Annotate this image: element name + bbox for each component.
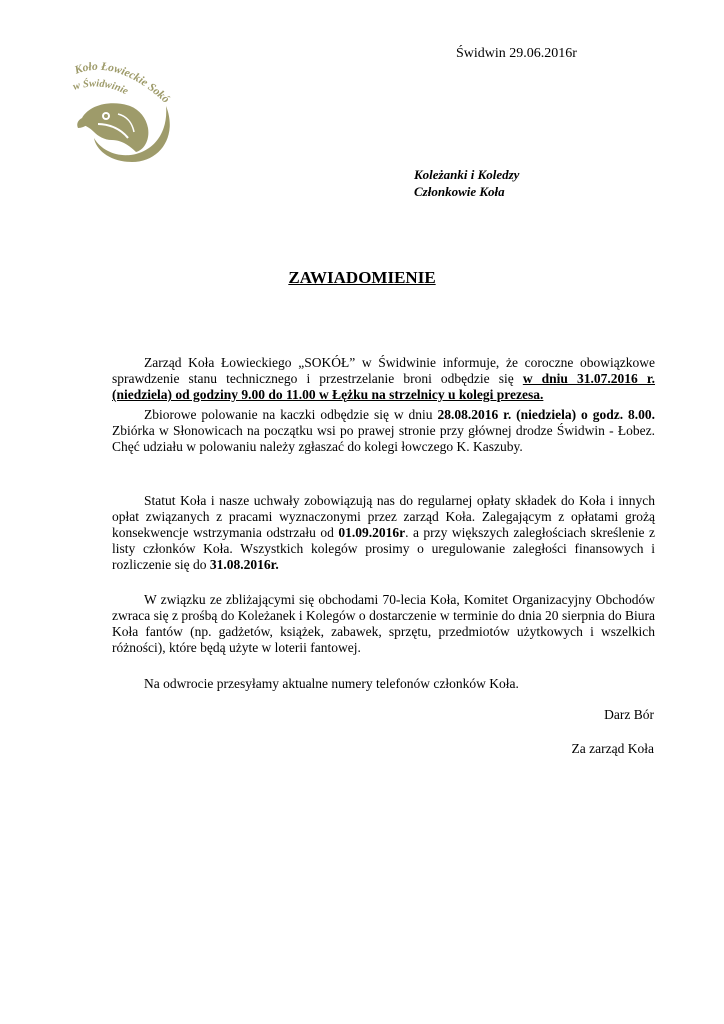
p2-bold: 28.08.2016 r. (niedziela) o godz. 8.00. (437, 407, 655, 422)
p3-bold-2: 31.08.2016r. (209, 557, 279, 572)
p5-text: Na odwrocie przesyłamy aktualne numery telefonów członków Koła. (144, 676, 519, 691)
p3-bold-1: 01.09.2016r (338, 525, 406, 540)
paragraph-fees (112, 493, 655, 573)
p4-text: W związku ze zbliżającymi się obchodami 70-lecia Koła, Komitet Organizacyjny Obchodów zwraca się z prośbą do Koleżanek i Kolegów o dostarczenie w terminie do dnia 20 sierpnia do Biura Koła fantów (np. gadżetów, książek, zabawek, sprzętu, przedmiotów użytkowych i wszelkich różności), które będą użyte w loterii fantowej. (112, 592, 655, 655)
falcon-logo-icon (68, 54, 180, 170)
svg-text:w Świdwinie (72, 78, 130, 98)
logo-text-1: Koło Łowieckie Sokó (73, 60, 172, 106)
p1-bold: w dniu 31.07.2016 r. (niedziela) od godziny 9.00 do 11.00 w Łężku na strzelnicy u kolegi prezesa. (112, 371, 656, 402)
place-date: Świdwin 29.06.2016r (456, 46, 577, 61)
p3-text-2: . a przy większych zaległościach skreślenie z listy członków Koła. Wszystkich kolegów prosimy o uregulowanie zaległości finansowych i rozliczenie się do (112, 525, 656, 572)
greeting: Darz Bór (604, 707, 654, 722)
club-logo (68, 54, 180, 170)
p1-text: Zarząd Koła Łowieckiego „SOKÓŁ” w Świdwinie informuje, że coroczne obowiązkowe sprawdzenie stanu technicznego i przestrzelanie broni odbędzie się (112, 355, 655, 386)
paragraph-hunt (112, 407, 655, 455)
paragraph-inspection (112, 355, 655, 403)
document-title: ZAWIADOMIENIE (288, 268, 436, 287)
addressee-line-1: Koleżanki i Koledzy (414, 167, 520, 182)
paragraph-phones (112, 676, 655, 692)
p2-text-2: Zbiórka w Słonowicach na początku wsi po prawej stronie przy głównej drodze Świdwin - Łobez. Chęć udziału w polowaniu należy zgłaszać do kolegi łowczego K. Kaszuby. (112, 423, 655, 454)
p3-text-1: Statut Koła i nasze uchwały zobowiązują nas do regularnej opłaty składek do Koła i innych opłat związanych z pracami wyznaczonymi przez zarząd Koła. Zalegającym z opłatami grożą konsekwencje wstrzymania odstrzału od (112, 493, 655, 540)
p2-text-1: Zbiorowe polowanie na kaczki odbędzie się w dniu (144, 407, 438, 422)
signature: Za zarząd Koła (571, 741, 654, 756)
logo-text-2: w Świdwinie (71, 78, 130, 98)
paragraph-anniversary (112, 592, 655, 656)
addressee (414, 166, 519, 200)
addressee-line-2: Członkowie Koła (414, 184, 505, 199)
